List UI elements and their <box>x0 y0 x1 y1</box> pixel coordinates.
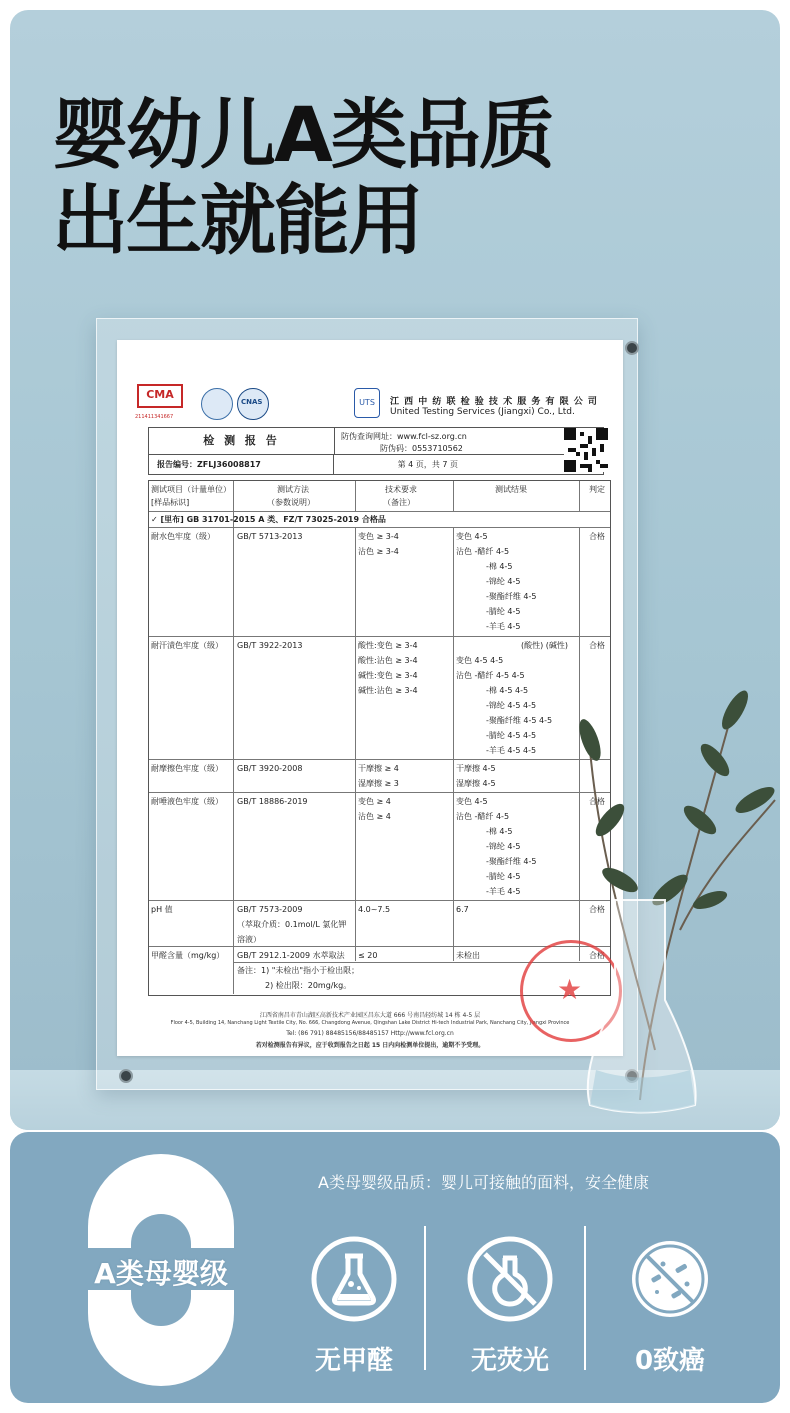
feature-label: 无荧光 <box>470 1346 549 1376</box>
row-judge: 合格 <box>589 532 605 541</box>
divider <box>149 527 610 528</box>
col-header-method: 测试方法 <box>277 485 309 494</box>
row-method: GB/T 2912.1-2009 水萃取法 <box>237 951 345 960</box>
row-requirement: 沾色 ≥ 4 <box>358 812 391 821</box>
grade-label: A类母婴级 <box>94 1257 228 1290</box>
company-name-cn: 江 西 中 纺 联 检 验 技 术 服 务 有 限 公 司 <box>390 397 598 407</box>
feature-no-carcinogen <box>610 1236 730 1377</box>
feature-label: 无甲醛 <box>314 1346 393 1376</box>
row-result: -聚酯纤维 4-5 4-5 <box>486 716 553 725</box>
row-result: 沾色 -醋纤 4-5 <box>456 812 510 821</box>
row-judge: 合格 <box>589 797 605 806</box>
cnas-label: CNAS <box>241 398 263 406</box>
company-name-en: United Testing Services (Jiangxi) Co., Ltd. <box>390 407 575 417</box>
report-number: 报告编号：ZFLJ36008817 <box>149 455 334 474</box>
cma-number: 211411341667 <box>135 414 174 420</box>
grade-description: A类母婴级品质：婴儿可接触的面料，安全健康 <box>318 1173 649 1192</box>
anti-fake-code: 防伪码：0553710562 <box>380 444 463 453</box>
cma-logo: CMA <box>137 384 183 408</box>
row-judge: 合格 <box>589 905 605 914</box>
row-method: GB/T 5713-2013 <box>237 532 303 541</box>
footer-address-cn: 江西省南昌市青山湖区高新技术产业园区昌东大道 666 号南昌轻纺城 14 栋 4-5 层 <box>259 1012 481 1019</box>
row-item: pH 值 <box>151 905 173 914</box>
section-row: ✓ [里布] GB 31701-2015 A 类、FZ/T 73025-2019 合格品 <box>151 515 386 524</box>
col-header-result: 测试结果 <box>495 485 527 494</box>
footer-address-en: Floor 4-5, Building 14, Nanchang Light Textile City, No. 666, Changdong Avenue, Qingshan Lake District Hi-tech Industrial Park, Nanchang City, Jiangxi Province <box>170 1020 570 1026</box>
row-result: -锦纶 4-5 4-5 <box>486 701 537 710</box>
feature-label: 0致癌 <box>634 1346 706 1376</box>
headline <box>52 92 553 264</box>
col-header-judge: 判定 <box>589 485 605 494</box>
row-result: -聚酯纤维 4-5 <box>486 592 537 601</box>
bolt-icon <box>625 341 639 355</box>
row-result: -锦纶 4-5 <box>486 842 521 851</box>
notes-line-2: 2) 检出限：20mg/kg。 <box>265 981 352 990</box>
row-result: -聚酯纤维 4-5 <box>486 857 537 866</box>
row-requirement: 碱性:变色 ≥ 3-4 <box>358 671 418 680</box>
uts-logo: UTS <box>354 388 380 418</box>
ilac-mra-logo-icon <box>201 388 233 420</box>
row-requirement: 酸性:变色 ≥ 3-4 <box>358 641 418 650</box>
row-requirement: 干摩擦 ≥ 4 <box>358 764 399 773</box>
glass-flask <box>588 900 696 1113</box>
row-item: 耐唾液色牢度（级） <box>151 797 223 806</box>
headline-line-1: 婴幼儿A类品质 <box>52 90 553 179</box>
divider <box>149 946 610 947</box>
divider <box>149 900 610 901</box>
row-method: GB/T 3920-2008 <box>237 764 303 773</box>
row-requirement: 碱性:沾色 ≥ 3-4 <box>358 686 418 695</box>
divider <box>149 636 610 637</box>
row-item: 耐水色牢度（级） <box>151 532 215 541</box>
star-icon: ★ <box>557 973 583 1006</box>
row-result: 干摩擦 4-5 <box>456 764 496 773</box>
plant-leaves <box>575 687 778 913</box>
divider <box>424 1226 426 1370</box>
row-requirement: 4.0~7.5 <box>358 905 391 914</box>
row-method-note: （萃取介质：0.1mol/L 氯化钾 <box>237 920 347 929</box>
row-result: -棉 4-5 <box>486 562 513 571</box>
row-result: -羊毛 4-5 4-5 <box>486 746 537 755</box>
bolt-icon <box>119 1069 133 1083</box>
row-method: GB/T 7573-2009 <box>237 905 303 914</box>
divider <box>355 481 356 511</box>
col-header-item: 测试项目（计量单位） <box>151 485 231 494</box>
row-result: 未检出 <box>456 951 480 960</box>
row-item: 甲醛含量（mg/kg） <box>151 951 225 960</box>
report-header-box <box>148 427 604 475</box>
row-result: -棉 4-5 <box>486 827 513 836</box>
row-result: -腈纶 4-5 <box>486 872 521 881</box>
divider <box>233 481 234 994</box>
row-judge: 合格 <box>589 951 605 960</box>
row-requirement: 沾色 ≥ 3-4 <box>358 547 399 556</box>
no-carcinogen-icon <box>627 1236 713 1322</box>
row-requirement: 酸性:沾色 ≥ 3-4 <box>358 656 418 665</box>
row-result: (酸性) (碱性) <box>521 641 569 650</box>
row-item: 耐摩擦色牢度（级） <box>151 764 223 773</box>
row-requirement: 变色 ≥ 3-4 <box>358 532 399 541</box>
col-header-requirement: 技术要求 <box>385 485 417 494</box>
divider <box>453 527 454 961</box>
divider <box>584 1226 586 1370</box>
plant-in-flask <box>560 600 790 1120</box>
col-header-method-param: （参数说明） <box>267 498 315 507</box>
row-result: 沾色 -醋纤 4-5 <box>456 547 510 556</box>
row-result: 变色 4-5 <box>456 797 488 806</box>
row-result: -腈纶 4-5 4-5 <box>486 731 537 740</box>
row-requirement: ≤ 20 <box>358 951 378 960</box>
anti-fake-website: 防伪查询网址：www.fcl-sz.org.cn <box>341 432 467 441</box>
page-indicator: 第 4 页，共 7 页 <box>397 460 458 469</box>
row-result: -棉 4-5 4-5 <box>486 686 529 695</box>
col-header-item-sample: [样品标识] <box>151 498 190 507</box>
divider <box>355 527 356 961</box>
qr-code-icon <box>564 428 608 472</box>
feature-no-fluorescent <box>450 1236 570 1377</box>
flask-icon <box>311 1236 397 1322</box>
row-method: GB/T 18886-2019 <box>237 797 308 806</box>
divider <box>149 759 610 760</box>
notes-line-1: 备注：1) "未检出"指小于检出限； <box>237 966 360 975</box>
row-result: -羊毛 4-5 <box>486 887 521 896</box>
row-judge: 合格 <box>589 641 605 650</box>
divider <box>453 481 454 511</box>
col-header-remark: （备注） <box>383 498 415 507</box>
feature-panel <box>10 1132 780 1403</box>
no-fluorescent-flask-icon <box>467 1236 553 1322</box>
row-requirement: 湿摩擦 ≥ 3 <box>358 779 399 788</box>
results-table <box>148 480 611 996</box>
headline-line-2: 出生就能用 <box>52 176 422 265</box>
divider <box>149 792 610 793</box>
row-item: 耐汗渍色牢度（级） <box>151 641 223 650</box>
row-result: 变色 4-5 4-5 <box>456 656 504 665</box>
feature-no-formaldehyde <box>294 1236 414 1377</box>
row-result: 6.7 <box>456 905 469 914</box>
row-result: 变色 4-5 <box>456 532 488 541</box>
row-result: -羊毛 4-5 <box>486 622 521 631</box>
footer-dispute-note: 若对检测报告有异议，应于收到报告之日起 15 日内向检测单位提出，逾期不予受理。 <box>255 1042 485 1049</box>
row-requirement: 变色 ≥ 4 <box>358 797 391 806</box>
divider <box>579 481 580 511</box>
row-result: 湿摩擦 4-5 <box>456 779 496 788</box>
row-method-note: 溶液） <box>237 935 261 944</box>
footer-contact: Tel: (86 791) 88485156/88485157 Http://www.fcl.org.cn <box>286 1030 454 1037</box>
row-result: 沾色 -醋纤 4-5 4-5 <box>456 671 525 680</box>
row-method: GB/T 3922-2013 <box>237 641 303 650</box>
report-title: 检 测 报 告 <box>149 428 335 455</box>
row-result: -腈纶 4-5 <box>486 607 521 616</box>
row-result: -锦纶 4-5 <box>486 577 521 586</box>
